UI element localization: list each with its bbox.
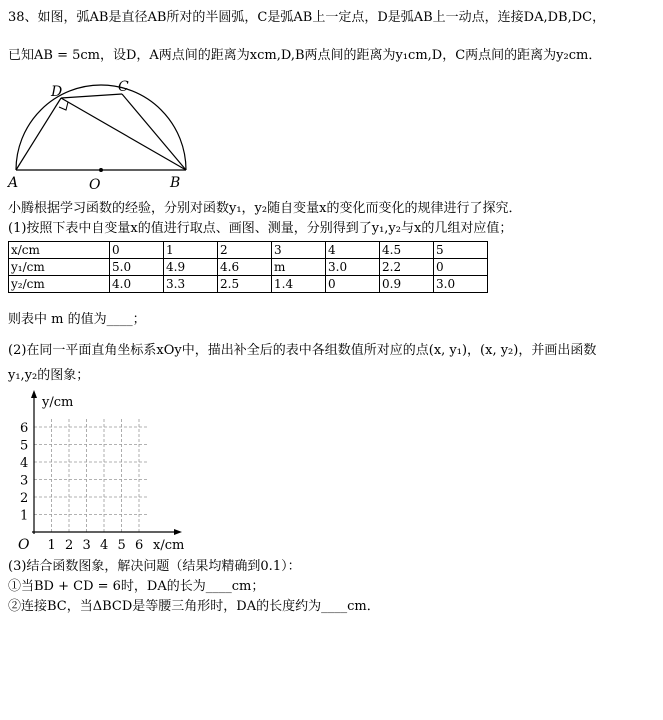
table-row-header: y₂/cm: [9, 276, 110, 293]
table-cell: 1: [164, 242, 218, 259]
problem-line-3: [8, 199, 521, 219]
values-table: [8, 241, 488, 293]
question-1: ①当BD + CD = 6时，DA的长为____cm；: [8, 579, 265, 594]
y-tick-label: 1: [20, 508, 29, 524]
part-3-line: [8, 557, 301, 577]
table-cell: 3.3: [164, 276, 218, 293]
label-b: B: [170, 175, 181, 191]
table-row: [9, 259, 488, 276]
intro-text-1: 如图，弧AB是直径AB所对的半圆弧，C是弧AB上一定点，D是弧AB上一动点，连接DA,DB,DC，: [37, 10, 606, 25]
coordinate-grid: [0, 390, 200, 560]
center-point-o: [99, 168, 103, 172]
segment-da: [16, 98, 61, 170]
table-cell: 1.4: [272, 276, 326, 293]
x-tick-label: 6: [135, 538, 144, 553]
label-a: A: [8, 175, 19, 191]
table-cell: 3.0: [434, 276, 488, 293]
table-cell: 5.0: [110, 259, 164, 276]
x-tick-label: 4: [100, 538, 109, 553]
part-1-ask-line: [8, 310, 146, 330]
problem-line-1: [8, 8, 605, 28]
question-2: ②连接BC，当ΔBCD是等腰三角形时，DA的长度约为____cm．: [8, 599, 380, 614]
table-cell: 5: [434, 242, 488, 259]
table-cell: 2.5: [218, 276, 272, 293]
table-cell: 4: [326, 242, 380, 259]
question-2-line: [8, 597, 380, 617]
table-row: [9, 276, 488, 293]
y-tick-label: 4: [20, 456, 29, 471]
y-axis-label: y/cm: [42, 395, 74, 410]
y-tick-label: 2: [20, 491, 29, 506]
table-cell: 3.0: [326, 259, 380, 276]
y-tick-label: 3: [20, 473, 29, 489]
intro-text-2: 已知AB = 5cm，设D，A两点间的距离为xcm,D,B两点间的距离为y₁cm,D，C两点间的距离为y₂cm．: [8, 48, 602, 63]
x-tick-label: 5: [117, 538, 126, 553]
y-axis-arrow: [31, 390, 37, 398]
x-tick-label: 1: [47, 538, 56, 553]
y-tick-label: 5: [20, 438, 29, 454]
part-2-text-a: (2)在同一平面直角坐标系xOy中，描出补全后的表中各组数值所对应的点(x, y₁)，(x, y₂)，并画出函数: [8, 343, 597, 358]
table-cell: 2: [218, 242, 272, 259]
table-cell: 3: [272, 242, 326, 259]
y-tick-label: 6: [20, 421, 29, 436]
table-cell: 4.5: [380, 242, 434, 259]
table-cell: 4.0: [110, 276, 164, 293]
label-o: O: [89, 177, 101, 193]
part-1-ask: 则表中 m 的值为____；: [8, 312, 146, 327]
x-axis-label: x/cm: [153, 538, 185, 553]
origin-label: O: [18, 537, 30, 553]
label-d: D: [51, 84, 63, 100]
question-1-line: [8, 577, 264, 597]
problem-number: 38、: [8, 10, 38, 25]
label-c: C: [118, 79, 129, 95]
table-row: [9, 242, 488, 259]
table-cell: 2.2: [380, 259, 434, 276]
x-axis-arrow: [174, 529, 182, 535]
table-cell: 0: [110, 242, 164, 259]
part-2-line-a: [8, 341, 596, 361]
problem-line-2: [8, 46, 601, 66]
part-1-text: (1)按照下表中自变量x的值进行取点、画图、测量，分别得到了y₁,y₂与x的几组对应值；: [8, 221, 513, 236]
right-angle-mark: [59, 102, 68, 110]
table-cell: 4.6: [218, 259, 272, 276]
table-cell: 0: [434, 259, 488, 276]
segment-dc: [61, 94, 122, 98]
arc-ab: [16, 85, 186, 170]
segment-db: [61, 98, 186, 170]
table-row-header: y₁/cm: [9, 259, 110, 276]
x-tick-label: 3: [82, 538, 91, 553]
table-row-header: x/cm: [9, 242, 110, 259]
part-2-text-b: y₁,y₂的图象；: [8, 368, 90, 383]
table-cell: m: [272, 259, 326, 276]
part-3-text: (3)结合函数图象，解决问题（结果均精确到0.1）：: [8, 559, 301, 574]
semicircle-figure: [8, 80, 208, 200]
part-2-line-b: [8, 366, 89, 386]
table-cell: 0: [326, 276, 380, 293]
table-cell: 0.9: [380, 276, 434, 293]
table-cell: 4.9: [164, 259, 218, 276]
intro-text-3: 小腾根据学习函数的经验，分别对函数y₁，y₂随自变量x的变化而变化的规律进行了探究．: [8, 201, 522, 216]
part-1-line: [8, 219, 512, 239]
x-tick-label: 2: [65, 538, 74, 553]
